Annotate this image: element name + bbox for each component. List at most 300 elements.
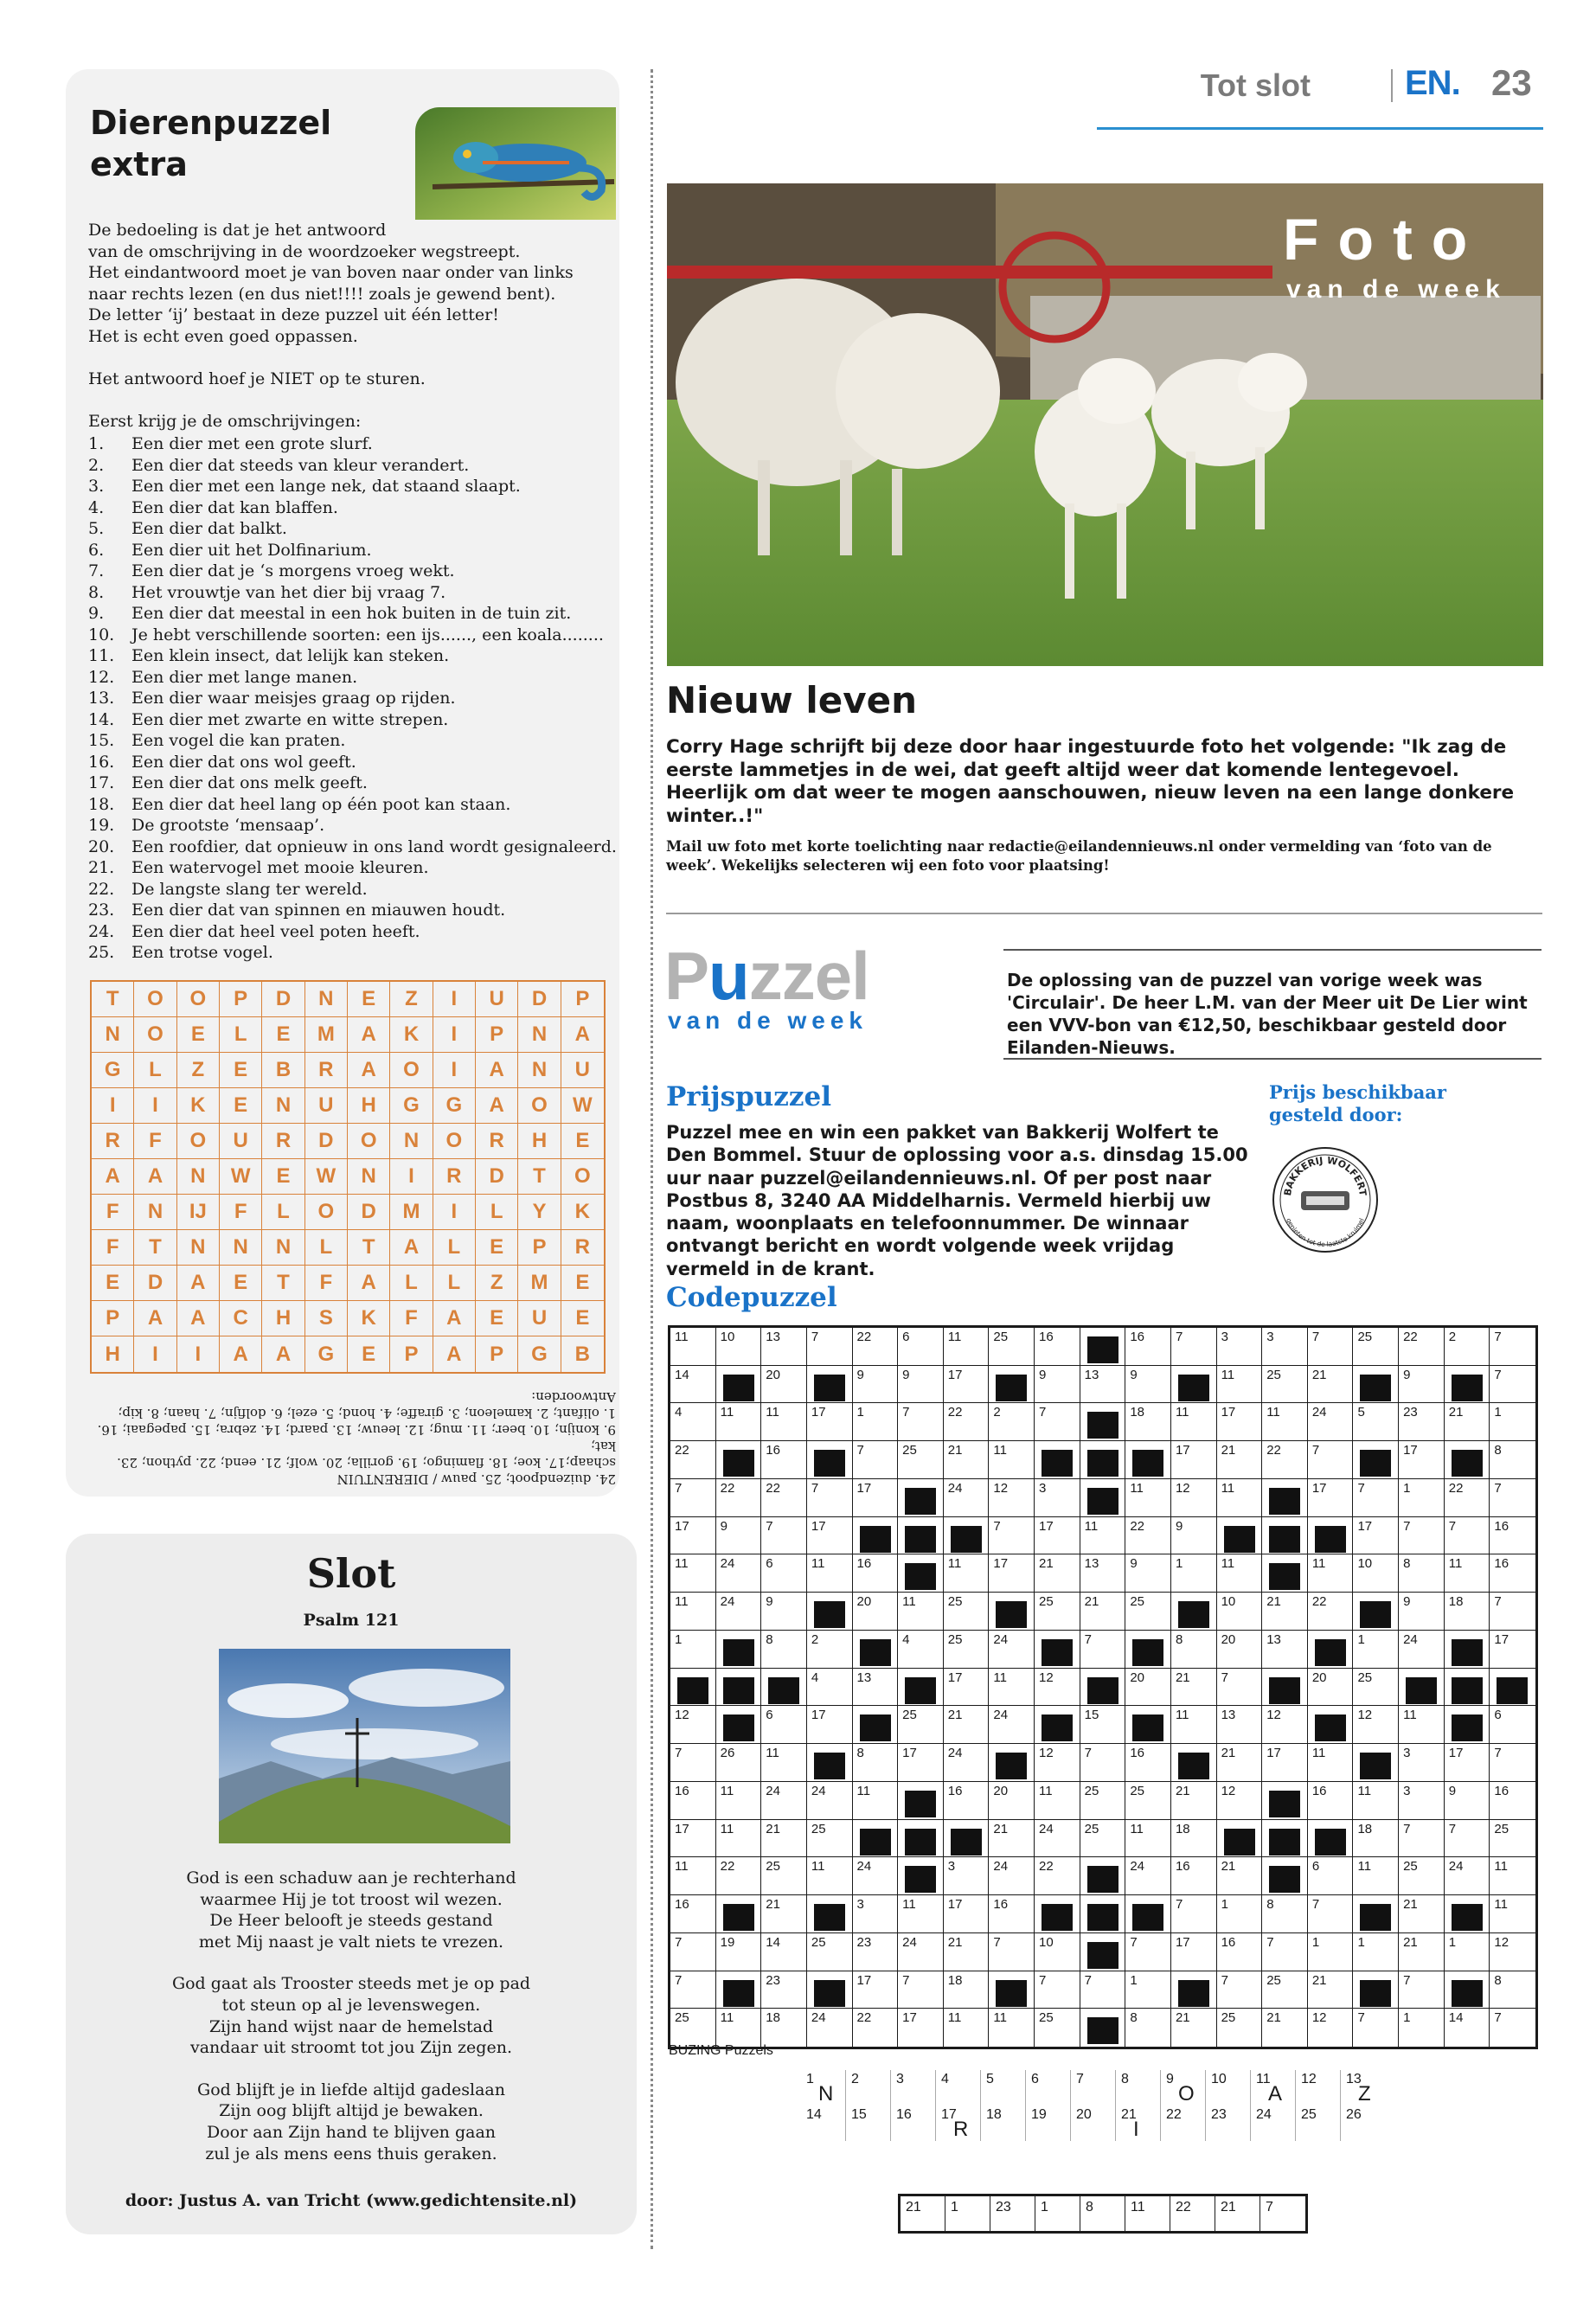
code-cell[interactable] (670, 1554, 716, 1593)
code-cell[interactable] (670, 1933, 716, 1971)
code-cell[interactable] (1217, 1554, 1263, 1593)
code-cell[interactable] (1399, 1706, 1445, 1744)
code-cell[interactable] (944, 1857, 990, 1895)
code-cell[interactable] (989, 1479, 1035, 1517)
code-cell[interactable] (1217, 1441, 1263, 1479)
code-cell[interactable] (1262, 1366, 1308, 1404)
code-cell[interactable] (716, 1403, 762, 1441)
code-cell[interactable] (944, 1933, 990, 1971)
code-cell[interactable] (761, 1328, 807, 1366)
code-cell[interactable] (670, 1328, 716, 1366)
code-cell[interactable] (1035, 1971, 1080, 2009)
code-cell[interactable] (761, 1554, 807, 1593)
code-cell[interactable] (1490, 1782, 1535, 1820)
code-cell[interactable] (853, 1479, 899, 1517)
code-cell[interactable] (1035, 1933, 1080, 1971)
code-cell[interactable] (716, 1517, 762, 1555)
code-cell[interactable] (1490, 1441, 1535, 1479)
code-cell[interactable] (1308, 1403, 1354, 1441)
code-cell[interactable] (670, 1857, 716, 1895)
code-cell[interactable] (1490, 1744, 1535, 1782)
code-cell[interactable] (989, 1554, 1035, 1593)
key-cell[interactable] (891, 2070, 936, 2106)
code-cell[interactable] (761, 1479, 807, 1517)
code-cell[interactable] (761, 1517, 807, 1555)
code-cell[interactable] (1125, 1857, 1171, 1895)
code-cell[interactable] (807, 1706, 853, 1744)
code-cell[interactable] (716, 1593, 762, 1631)
code-cell[interactable] (944, 1895, 990, 1933)
code-cell[interactable] (1125, 2009, 1171, 2047)
code-cell[interactable] (853, 1593, 899, 1631)
code-cell[interactable] (853, 1403, 899, 1441)
code-cell[interactable] (989, 1328, 1035, 1366)
code-cell[interactable] (853, 2009, 899, 2047)
code-cell[interactable] (1308, 1782, 1354, 1820)
code-cell[interactable] (898, 1593, 944, 1631)
key-cell[interactable] (1116, 2106, 1161, 2141)
code-cell[interactable] (807, 1403, 853, 1441)
code-cell[interactable] (989, 1669, 1035, 1707)
key-cell[interactable] (1296, 2070, 1341, 2106)
key-cell[interactable] (846, 2070, 891, 2106)
key-cell[interactable] (1026, 2070, 1071, 2106)
code-cell[interactable] (1399, 1328, 1445, 1366)
code-cell[interactable] (670, 1744, 716, 1782)
code-cell[interactable] (1035, 1366, 1080, 1404)
code-cell[interactable] (1125, 1593, 1171, 1631)
code-cell[interactable] (1399, 1895, 1445, 1933)
code-cell[interactable] (1399, 1744, 1445, 1782)
code-cell[interactable] (853, 1328, 899, 1366)
code-cell[interactable] (1490, 1820, 1535, 1858)
code-cell[interactable] (761, 1971, 807, 2009)
code-cell[interactable] (1445, 1479, 1490, 1517)
code-cell[interactable] (1125, 1517, 1171, 1555)
solution-box[interactable]: 1 (945, 2196, 990, 2231)
code-cell[interactable] (1353, 1517, 1399, 1555)
key-cell[interactable] (1206, 2070, 1251, 2106)
code-cell[interactable] (1353, 1933, 1399, 1971)
code-cell[interactable] (1445, 1857, 1490, 1895)
code-cell[interactable] (1308, 1971, 1354, 2009)
code-cell[interactable] (1125, 1820, 1171, 1858)
key-cell[interactable] (1341, 2070, 1386, 2106)
key-cell[interactable] (1251, 2106, 1296, 2141)
code-cell[interactable] (944, 1593, 990, 1631)
code-cell[interactable] (1125, 1933, 1171, 1971)
code-cell[interactable] (1490, 1554, 1535, 1593)
code-cell[interactable] (1445, 2009, 1490, 2047)
code-cell[interactable] (853, 1441, 899, 1479)
code-cell[interactable] (1353, 1669, 1399, 1707)
code-cell[interactable] (1262, 1328, 1308, 1366)
code-cell[interactable] (1445, 1593, 1490, 1631)
code-cell[interactable] (1262, 1971, 1308, 2009)
code-cell[interactable] (1445, 1820, 1490, 1858)
code-cell[interactable] (1125, 1971, 1171, 2009)
code-cell[interactable] (670, 2009, 716, 2047)
code-cell[interactable] (989, 2009, 1035, 2047)
code-cell[interactable] (1217, 1933, 1263, 1971)
code-cell[interactable] (1035, 1328, 1080, 1366)
key-cell[interactable] (846, 2106, 891, 2141)
code-cell[interactable] (853, 1971, 899, 2009)
code-cell[interactable] (1217, 1479, 1263, 1517)
key-cell[interactable] (891, 2106, 936, 2141)
code-cell[interactable] (1353, 1403, 1399, 1441)
code-cell[interactable] (1171, 1403, 1217, 1441)
code-cell[interactable] (1353, 1857, 1399, 1895)
code-cell[interactable] (1035, 1403, 1080, 1441)
code-cell[interactable] (670, 1593, 716, 1631)
code-cell[interactable] (1171, 1441, 1217, 1479)
code-cell[interactable] (716, 1554, 762, 1593)
code-cell[interactable] (898, 1403, 944, 1441)
code-cell[interactable] (1171, 1706, 1217, 1744)
key-cell[interactable] (1071, 2070, 1116, 2106)
code-cell[interactable] (1035, 1554, 1080, 1593)
code-cell[interactable] (761, 1706, 807, 1744)
key-cell[interactable] (1161, 2106, 1206, 2141)
code-cell[interactable] (1399, 1517, 1445, 1555)
code-cell[interactable] (1490, 1593, 1535, 1631)
code-cell[interactable] (807, 1820, 853, 1858)
code-cell[interactable] (1353, 1631, 1399, 1669)
code-cell[interactable] (853, 1366, 899, 1404)
solution-box[interactable]: 11 (1125, 2196, 1170, 2231)
code-cell[interactable] (1399, 1554, 1445, 1593)
code-cell[interactable] (1490, 1971, 1535, 2009)
code-cell[interactable] (1171, 1328, 1217, 1366)
code-cell[interactable] (1399, 1631, 1445, 1669)
code-cell[interactable] (1353, 1820, 1399, 1858)
code-cell[interactable] (1399, 1933, 1445, 1971)
code-cell[interactable] (1171, 1479, 1217, 1517)
code-cell[interactable] (898, 2009, 944, 2047)
code-cell[interactable] (807, 1857, 853, 1895)
code-cell[interactable] (853, 1895, 899, 1933)
code-cell[interactable] (1035, 1593, 1080, 1631)
code-cell[interactable] (761, 1403, 807, 1441)
code-cell[interactable] (670, 1782, 716, 1820)
key-cell[interactable] (981, 2070, 1026, 2106)
code-cell[interactable] (1080, 1744, 1126, 1782)
code-cell[interactable] (898, 1895, 944, 1933)
code-cell[interactable] (1035, 1820, 1080, 1858)
code-cell[interactable] (761, 1366, 807, 1404)
code-cell[interactable] (761, 1441, 807, 1479)
key-cell[interactable] (1026, 2106, 1071, 2141)
code-cell[interactable] (716, 1744, 762, 1782)
code-cell[interactable] (1490, 1631, 1535, 1669)
code-cell[interactable] (1217, 1782, 1263, 1820)
code-cell[interactable] (1308, 1328, 1354, 1366)
code-cell[interactable] (761, 1820, 807, 1858)
code-cell[interactable] (1171, 1895, 1217, 1933)
code-cell[interactable] (1217, 1895, 1263, 1933)
code-cell[interactable] (1262, 1403, 1308, 1441)
code-cell[interactable] (898, 1933, 944, 1971)
code-cell[interactable] (670, 1631, 716, 1669)
code-cell[interactable] (1035, 1744, 1080, 1782)
code-cell[interactable] (1125, 1782, 1171, 1820)
code-cell[interactable] (1262, 1933, 1308, 1971)
code-cell[interactable] (944, 1403, 990, 1441)
code-cell[interactable] (1080, 1366, 1126, 1404)
code-cell[interactable] (670, 1479, 716, 1517)
code-cell[interactable] (761, 1895, 807, 1933)
code-cell[interactable] (944, 1971, 990, 2009)
code-cell[interactable] (1217, 1971, 1263, 2009)
code-cell[interactable] (1353, 1479, 1399, 1517)
code-cell[interactable] (1080, 1706, 1126, 1744)
code-cell[interactable] (1399, 1820, 1445, 1858)
code-cell[interactable] (944, 1479, 990, 1517)
code-cell[interactable] (1217, 1669, 1263, 1707)
code-cell[interactable] (1125, 1328, 1171, 1366)
code-cell[interactable] (807, 1782, 853, 1820)
code-cell[interactable] (1080, 1593, 1126, 1631)
code-cell[interactable] (1262, 1744, 1308, 1782)
solution-box[interactable]: 7 (1266, 2200, 1273, 2214)
code-cell[interactable] (1399, 1403, 1445, 1441)
code-cell[interactable] (1035, 1782, 1080, 1820)
code-cell[interactable] (853, 1744, 899, 1782)
code-cell[interactable] (1445, 1933, 1490, 1971)
code-cell[interactable] (1125, 1669, 1171, 1707)
code-cell[interactable] (1399, 1593, 1445, 1631)
code-cell[interactable] (761, 1857, 807, 1895)
code-cell[interactable] (670, 1403, 716, 1441)
code-cell[interactable] (1490, 1328, 1535, 1366)
code-cell[interactable] (716, 1820, 762, 1858)
code-cell[interactable] (1080, 1782, 1126, 1820)
code-cell[interactable] (1445, 1744, 1490, 1782)
code-cell[interactable] (807, 1933, 853, 1971)
code-cell[interactable] (1445, 1328, 1490, 1366)
code-cell[interactable] (898, 1328, 944, 1366)
code-cell[interactable] (898, 1366, 944, 1404)
code-cell[interactable] (1353, 1782, 1399, 1820)
code-cell[interactable] (807, 1669, 853, 1707)
code-cell[interactable] (1308, 2009, 1354, 2047)
code-cell[interactable] (1217, 1744, 1263, 1782)
code-cell[interactable] (1171, 2009, 1217, 2047)
code-cell[interactable] (761, 1933, 807, 1971)
code-cell[interactable] (944, 1782, 990, 1820)
key-cell[interactable] (1206, 2106, 1251, 2141)
code-cell[interactable] (716, 1933, 762, 1971)
code-cell[interactable] (670, 1441, 716, 1479)
key-cell[interactable] (801, 2106, 846, 2141)
code-cell[interactable] (853, 1857, 899, 1895)
code-cell[interactable] (1490, 1857, 1535, 1895)
code-cell[interactable] (989, 1820, 1035, 1858)
code-cell[interactable] (898, 1631, 944, 1669)
code-cell[interactable] (1080, 1820, 1126, 1858)
code-cell[interactable] (1308, 1366, 1354, 1404)
code-cell[interactable] (898, 1744, 944, 1782)
code-cell[interactable] (1308, 1669, 1354, 1707)
code-cell[interactable] (1353, 1554, 1399, 1593)
code-cell[interactable] (1217, 1857, 1263, 1895)
code-cell[interactable] (898, 1971, 944, 2009)
code-cell[interactable] (944, 1554, 990, 1593)
code-cell[interactable] (944, 1328, 990, 1366)
code-cell[interactable] (670, 1366, 716, 1404)
code-cell[interactable] (1035, 1479, 1080, 1517)
code-cell[interactable] (1217, 1328, 1263, 1366)
code-cell[interactable] (1262, 1706, 1308, 1744)
code-cell[interactable] (1217, 1706, 1263, 1744)
code-cell[interactable] (807, 2009, 853, 2047)
code-cell[interactable] (1399, 1971, 1445, 2009)
code-cell[interactable] (1125, 1479, 1171, 1517)
code-cell[interactable] (1353, 1328, 1399, 1366)
code-cell[interactable] (1217, 1631, 1263, 1669)
key-cell[interactable] (1296, 2106, 1341, 2141)
code-cell[interactable] (853, 1933, 899, 1971)
key-cell[interactable] (1251, 2070, 1296, 2106)
code-cell[interactable] (853, 1669, 899, 1707)
code-cell[interactable] (1171, 1933, 1217, 1971)
code-cell[interactable] (1490, 1403, 1535, 1441)
code-cell[interactable] (1035, 2009, 1080, 2047)
code-cell[interactable] (989, 1441, 1035, 1479)
code-cell[interactable] (1399, 1857, 1445, 1895)
code-cell[interactable] (1262, 1593, 1308, 1631)
code-cell[interactable] (761, 1744, 807, 1782)
key-cell[interactable] (801, 2070, 846, 2106)
code-cell[interactable] (670, 1971, 716, 2009)
code-cell[interactable] (989, 1933, 1035, 1971)
code-cell[interactable] (1217, 2009, 1263, 2047)
key-cell[interactable] (1116, 2070, 1161, 2106)
code-cell[interactable] (944, 1669, 990, 1707)
solution-box[interactable]: 23 (990, 2196, 1035, 2231)
code-cell[interactable] (670, 1820, 716, 1858)
code-cell[interactable] (1399, 1782, 1445, 1820)
code-cell[interactable] (1217, 1403, 1263, 1441)
solution-box[interactable]: 21 (1215, 2196, 1260, 2231)
code-cell[interactable] (944, 1744, 990, 1782)
code-cell[interactable] (1308, 1933, 1354, 1971)
code-cell[interactable] (1125, 1403, 1171, 1441)
code-cell[interactable] (1035, 1517, 1080, 1555)
code-cell[interactable] (1399, 2009, 1445, 2047)
key-cell[interactable] (936, 2106, 981, 2141)
code-cell[interactable] (1308, 1895, 1354, 1933)
code-cell[interactable] (989, 1782, 1035, 1820)
code-cell[interactable] (1171, 1782, 1217, 1820)
code-cell[interactable] (1080, 1971, 1126, 2009)
code-cell[interactable] (1262, 1895, 1308, 1933)
code-cell[interactable] (761, 1631, 807, 1669)
code-cell[interactable] (716, 2009, 762, 2047)
code-cell[interactable] (944, 1631, 990, 1669)
code-cell[interactable] (1353, 1706, 1399, 1744)
key-cell[interactable] (1161, 2070, 1206, 2106)
key-cell[interactable] (1071, 2106, 1116, 2141)
code-cell[interactable] (1445, 1554, 1490, 1593)
code-cell[interactable] (807, 1517, 853, 1555)
code-cell[interactable] (853, 1554, 899, 1593)
code-cell[interactable] (807, 1554, 853, 1593)
code-cell[interactable] (1353, 2009, 1399, 2047)
code-cell[interactable] (898, 1441, 944, 1479)
code-cell[interactable] (1308, 1744, 1354, 1782)
code-cell[interactable] (1171, 1669, 1217, 1707)
code-cell[interactable] (1171, 1820, 1217, 1858)
code-cell[interactable] (1399, 1441, 1445, 1479)
code-cell[interactable] (1399, 1479, 1445, 1517)
solution-box[interactable]: 8 (1080, 2196, 1125, 2231)
code-cell[interactable] (1262, 1631, 1308, 1669)
code-cell[interactable] (1399, 1366, 1445, 1404)
code-cell[interactable] (1445, 1517, 1490, 1555)
code-cell[interactable] (1080, 1517, 1126, 1555)
code-cell[interactable] (1445, 1403, 1490, 1441)
code-cell[interactable] (1080, 1554, 1126, 1593)
key-cell[interactable] (981, 2106, 1026, 2141)
code-cell[interactable] (1308, 1479, 1354, 1517)
code-cell[interactable] (944, 1441, 990, 1479)
code-cell[interactable] (670, 1517, 716, 1555)
code-cell[interactable] (1035, 1669, 1080, 1707)
code-cell[interactable] (1125, 1366, 1171, 1404)
code-cell[interactable] (670, 1706, 716, 1744)
code-cell[interactable] (1125, 1744, 1171, 1782)
code-cell[interactable] (670, 1895, 716, 1933)
code-cell[interactable] (898, 1706, 944, 1744)
code-cell[interactable] (1445, 1782, 1490, 1820)
code-cell[interactable] (1035, 1857, 1080, 1895)
code-cell[interactable] (1171, 1631, 1217, 1669)
code-cell[interactable] (1490, 1933, 1535, 1971)
code-cell[interactable] (944, 2009, 990, 2047)
code-cell[interactable] (807, 1479, 853, 1517)
code-cell[interactable] (807, 1631, 853, 1669)
code-cell[interactable] (1171, 1857, 1217, 1895)
key-cell[interactable] (936, 2070, 981, 2106)
code-cell[interactable] (1171, 1517, 1217, 1555)
code-cell[interactable] (989, 1706, 1035, 1744)
code-cell[interactable] (1308, 1857, 1354, 1895)
code-cell[interactable] (1490, 2009, 1535, 2047)
solution-box[interactable]: 21 (901, 2196, 945, 2231)
code-cell[interactable] (853, 1782, 899, 1820)
code-cell[interactable] (1490, 1895, 1535, 1933)
code-cell[interactable] (1080, 1631, 1126, 1669)
code-cell[interactable] (761, 2009, 807, 2047)
code-cell[interactable] (1490, 1479, 1535, 1517)
solution-box[interactable]: 1 (1035, 2196, 1080, 2231)
code-cell[interactable] (761, 1593, 807, 1631)
code-cell[interactable] (1171, 1554, 1217, 1593)
code-cell[interactable] (716, 1782, 762, 1820)
code-cell[interactable] (716, 1328, 762, 1366)
code-cell[interactable] (1490, 1366, 1535, 1404)
code-cell[interactable] (1308, 1554, 1354, 1593)
code-cell[interactable] (989, 1517, 1035, 1555)
code-cell[interactable] (761, 1782, 807, 1820)
code-cell[interactable] (716, 1479, 762, 1517)
code-cell[interactable] (944, 1366, 990, 1404)
code-cell[interactable] (1490, 1517, 1535, 1555)
code-cell[interactable] (1125, 1554, 1171, 1593)
code-cell[interactable] (944, 1706, 990, 1744)
